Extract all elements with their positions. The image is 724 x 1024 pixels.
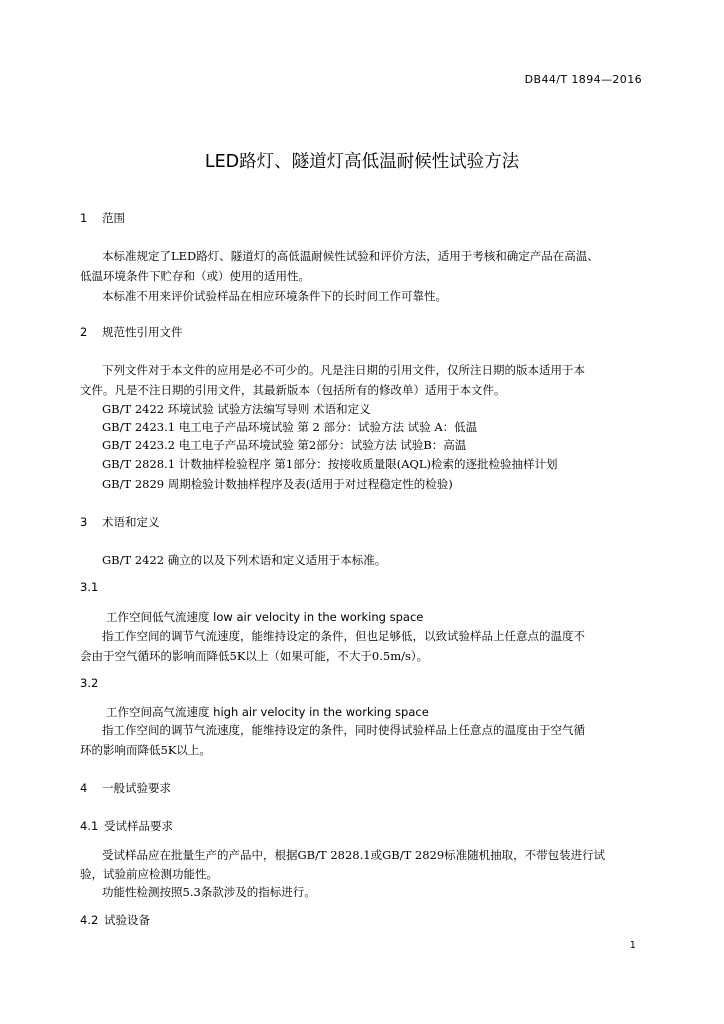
reference-item: GB/T 2422 环境试验 试验方法编写导则 术语和定义	[102, 402, 371, 416]
section-number: 4	[80, 781, 88, 795]
document-title: LED路灯、隧道灯高低温耐候性试验方法	[204, 152, 520, 172]
paragraph-line: 本标准不用来评价试验样品在相应环境条件下的长时间工作可靠性。	[102, 289, 447, 303]
section-title: 术语和定义	[102, 515, 160, 529]
section-number: 3	[80, 515, 88, 529]
document-number: DB44/T 1894—2016	[524, 73, 642, 86]
paragraph-line: 本标准规定了LED路灯、隧道灯的高低温耐候性试验和评价方法，适用于考核和确定产品在高温、	[102, 249, 599, 263]
section-1-heading	[80, 210, 125, 226]
subsection-4-2-heading	[80, 912, 150, 928]
section-number: 4.2	[80, 913, 99, 927]
page-number: 1	[629, 940, 636, 951]
section-number: 1	[80, 211, 88, 225]
paragraph-line: GB/T 2422 确立的以及下列术语和定义适用于本标准。	[102, 553, 387, 567]
definition-line: 指工作空间的调节气流速度，能维持设定的条件，但也足够低，以致试验样品上任意点的温度不	[102, 629, 585, 643]
section-3-heading	[80, 514, 160, 530]
section-number: 4.1	[80, 819, 99, 833]
section-4-heading	[80, 780, 171, 796]
reference-item: GB/T 2828.1 计数抽样检验程序 第1部分：按接收质量限(AQL)检索的逐批检验抽样计划	[102, 457, 558, 471]
reference-item: GB/T 2423.1 电工电子产品环境试验 第 2 部分：试验方法 试验 A：低温	[102, 420, 478, 434]
reference-item: GB/T 2423.2 电工电子产品环境试验 第2部分：试验方法 试验B：高温	[102, 438, 467, 452]
section-title: 受试样品要求	[104, 819, 173, 833]
section-title: 试验设备	[104, 913, 150, 927]
term-3-2-number: 3.2	[80, 676, 99, 690]
definition-line: 环的影响而降低5K以上。	[80, 743, 211, 757]
subsection-4-1-heading	[80, 818, 173, 834]
paragraph-line: 验，试验前应检测功能性。	[80, 867, 218, 881]
paragraph-line: 功能性检测按照5.3条款涉及的指标进行。	[102, 885, 316, 899]
paragraph-line: 低温环境条件下贮存和（或）使用的适用性。	[80, 269, 310, 283]
term-heading: 工作空间低气流速度 low air velocity in the working space	[106, 610, 424, 624]
paragraph-line: 下列文件对于本文件的应用是必不可少的。凡是注日期的引用文件，仅所注日期的版本适用于本	[102, 363, 585, 377]
section-number: 2	[80, 325, 88, 339]
section-title: 一般试验要求	[102, 781, 171, 795]
term-heading: 工作空间高气流速度 high air velocity in the working space	[106, 705, 429, 719]
section-title: 规范性引用文件	[102, 325, 183, 339]
definition-line: 指工作空间的调节气流速度，能维持设定的条件，同时使得试验样品上任意点的温度由于空气循	[102, 723, 585, 737]
section-2-heading	[80, 324, 183, 340]
section-title: 范围	[102, 211, 125, 225]
term-3-1-number: 3.1	[80, 580, 99, 594]
definition-line: 会由于空气循环的影响而降低5K以上（如果可能，不大于0.5m/s）。	[80, 649, 429, 663]
paragraph-line: 文件。凡是不注日期的引用文件，其最新版本（包括所有的修改单）适用于本文件。	[80, 383, 506, 397]
paragraph-line: 受试样品应在批量生产的产品中，根据GB/T 2828.1或GB/T 2829标准随机抽取，不带包装进行试	[102, 848, 606, 862]
reference-item: GB/T 2829 周期检验计数抽样程序及表(适用于对过程稳定性的检验)	[102, 477, 453, 491]
